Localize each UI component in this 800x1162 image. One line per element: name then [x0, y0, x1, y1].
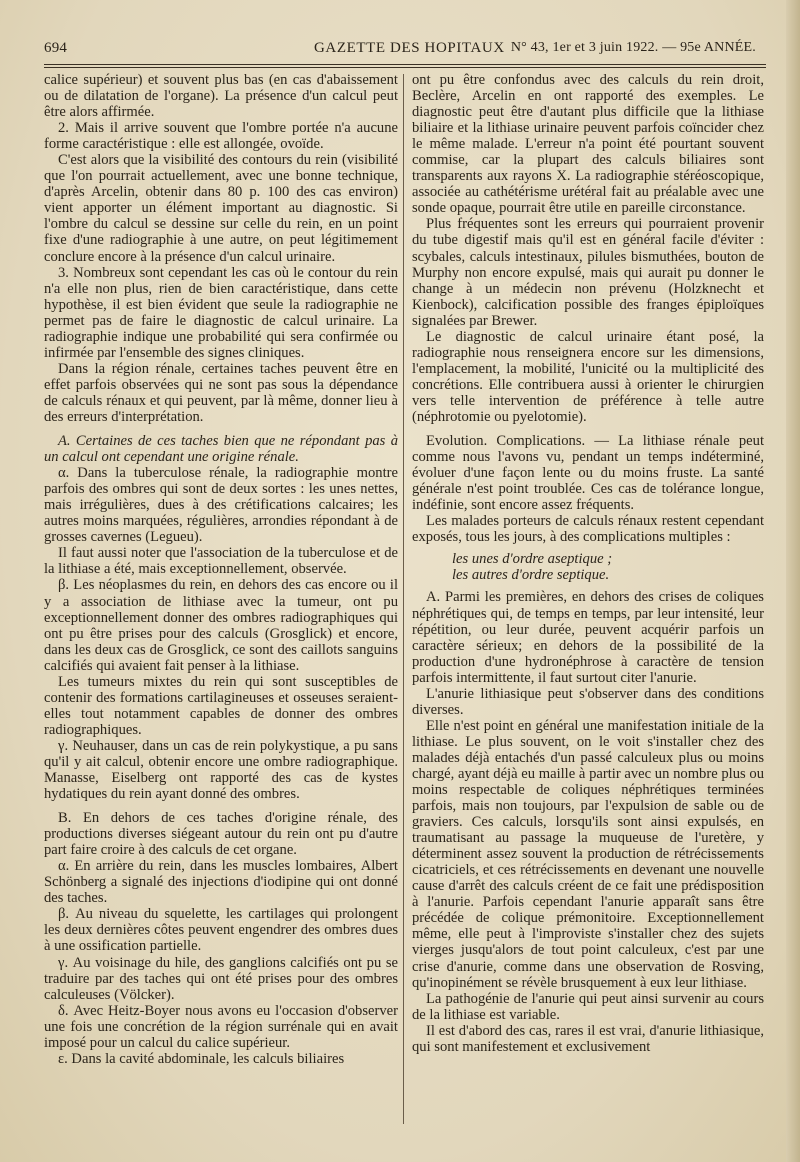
paragraph: 2. Mais il arrive souvent que l'ombre portée n'a aucune forme caractéristique : elle est allongée, ovoïde.: [44, 120, 398, 153]
journal-title: GAZETTE DES HOPITAUX: [314, 40, 505, 56]
paragraph: γ. Au voisinage du hile, des ganglions calcifiés ont pu se traduire par des taches qui ont été prises pour des ombres calculeuses (Völcker).: [44, 954, 398, 1003]
paragraph: ont pu être confondus avec des calculs du rein droit, Beclère, Arcelin en ont rapporté des exemples. Le diagnostic peut être d'autant plus difficile que la lithiase biliaire et la lithiase urinaire peuvent parfois coïncider chez le même malade. L'erreur n'a point été pourtant souvent commise, car la plupart des calculs biliaires sont transparents aux rayons X. La radiographie stéréoscopique, associée au cathétérisme urétéral fait au préalable avec une sonde opaque, pourrait être utile en pareille circonstance.: [412, 72, 764, 217]
paragraph: δ. Avec Heitz-Boyer nous avons eu l'occasion d'observer une fois une concrétion de la région surrénale qui en avait imposé pour un calcul du calice supérieur.: [44, 1002, 398, 1051]
list-item: les autres d'ordre septique.: [452, 567, 610, 584]
paragraph: γ. Neuhauser, dans un cas de rein polykystique, a pu sans qu'il y ait calcul, obtenir encore une ombre radiographique. Manasse, Eiselberg ont rapporté des cas de kystes hydatiques du rein ayant donné des ombres.: [44, 737, 398, 803]
paragraph: Elle n'est point en général une manifestation initiale de la lithiase. Le plus souvent, on le voit s'installer chez des malades déjà entachés d'un passé calculeux plus ou moins chargé, ayant déjà eu maille à partir avec un nombre plus ou moins respectable de coliques néphrétiques terminées parfois, mais non toujours, par l'expulsion de sable ou de graviers. Ces calculs, lorsqu'ils sont ainsi expulsés, en traumatisant au passage la muqueuse de l'uretère, y déterminent assez souvent la production de rétrécissements cicatriciels, et ces rétrécissements en devenant une nouvelle cause d'arrêt des calculs créent de ce fait une prédisposition à l'anurie. Parfois cependant l'anurie apparaît sans être précédée de colique prémonitoire. Exceptionnellement même, elle peut à l'improviste s'installer chez des sujets vierges jusqu'alors de tout point calculeux, c'est par une crise d'anurie, comme dans une observation de Rosving, qu'inopinément se révèle brusquement à eux leur lithiase.: [412, 717, 764, 991]
subheading-paragraph: A. Certaines de ces taches bien que ne répondant pas à un calcul ont cependant une origine rénale.: [44, 433, 398, 466]
left-column: [44, 72, 398, 1067]
paragraph: L'anurie lithiasique peut s'observer dans des conditions diverses.: [412, 685, 764, 718]
paragraph: α. Dans la tuberculose rénale, la radiographie montre parfois des ombres qui sont de deux sortes : les unes nettes, mais irrégulières, dues à des crétifications calcaires; les autres moins marquées, régulières, arrondies répondant à de grosses cavernes (Legueu).: [44, 465, 398, 546]
paragraph: Les malades porteurs de calculs rénaux restent cependant exposés, tous les jours, à des complications multiples :: [412, 513, 764, 546]
paragraph: Plus fréquentes sont les erreurs qui pourraient provenir du tube digestif mais qu'il est en général facile d'éviter : scybales, calculs intestinaux, pilules bismuthées, bouton de Murphy non encore expulsé, mais qui aurait pu donner le change à un médecin non prévenu (Holzknecht et Kienbock), calcification possible des franges épiploïques signalées par Brewer.: [412, 216, 764, 329]
paragraph: α. En arrière du rein, dans les muscles lombaires, Albert Schönberg a signalé des injections d'iodipine qui ont donné des taches.: [44, 858, 398, 907]
paragraph: 3. Nombreux sont cependant les cas où le contour du rein n'a elle non plus, rien de bien caractéristique, dans cette hypothèse, il est bien évident que seule la radiographie ne permet pas de faire le diagnostic de calcul urinaire. La radiographie indique une probabilité qui sera confirmée ou infirmée par l'ensemble des signes cliniques.: [44, 264, 398, 361]
paragraph: Les tumeurs mixtes du rein qui sont susceptibles de contenir des formations cartilagineuses et osseuses seraient-elles tout notamment capables de donner des ombres radiographiques.: [44, 673, 398, 738]
subheading-paragraph: B. En dehors de ces taches d'origine rénale, des productions diverses siégeant autour du rein ont pu d'autre part faire croire à des calculs de cet organe.: [44, 810, 398, 859]
paragraph: Le diagnostic de calcul urinaire étant posé, la radiographie nous renseignera encore sur les dimensions, l'emplacement, la mobilité, l'unicité ou la multiplicité des concrétions. Elle contribuera aussi à orienter le chirurgien vers telle intervention de préférence à telle autre (néphrotomie ou pyelotomie).: [412, 328, 764, 425]
paragraph: ε. Dans la cavité abdominale, les calculs biliaires: [58, 1050, 345, 1067]
column-divider: [403, 74, 404, 1124]
page-edge: [786, 0, 800, 1162]
paragraph: Dans la région rénale, certaines taches peuvent être en effet parfois observées qui ne sont pas sous la dépendance de calculs rénaux et qui peuvent, par là même, donner lieu à des erreurs d'interprétation.: [44, 360, 398, 425]
paragraph: C'est alors que la visibilité des contours du rein (visibilité que l'on pourrait actuellement, avec une bonne technique, d'après Arcelin, obtenir dans 80 p. 100 des cas environ) vient apporter un élément important au diagnostic. Si l'ombre du calcul se dessine sur celle du rein, en un point fixe d'une radiographie à une autre, on peut légitimement conclure encore à la présence d'un calcul urinaire.: [44, 152, 398, 265]
page-header: [44, 40, 764, 62]
paragraph: Il faut aussi noter que l'association de la tuberculose et de la lithiase a été, mais exceptionnellement, observée.: [44, 545, 398, 578]
right-column: [412, 72, 764, 1055]
paragraph: β. Les néoplasmes du rein, en dehors des cas encore ou il y a association de lithiase avec la tumeur, ont pu exceptionnellement donner des ombres radiographiques qui ont pu être prises pour des calculs (Grosglick) et encore, dans les deux cas de Grosglick, ce sont des caillots sanguins calcifiés qui avaient fait penser à la lithiase.: [44, 577, 398, 674]
paragraph: Il est d'abord des cas, rares il est vrai, d'anurie lithiasique, qui sont manifestement et exclusivement: [412, 1022, 764, 1055]
paragraph: La pathogénie de l'anurie qui peut ainsi survenir au cours de la lithiase est variable.: [412, 990, 764, 1023]
issue-info: N° 43, 1er et 3 juin 1922. — 95e ANNÉE.: [510, 40, 756, 55]
section-paragraph-evolution: Evolution. Complications. — La lithiase rénale peut comme nous l'avons vu, pendant un temps indéterminé, évoluer d'une façon lente ou du moins fruste. La santé générale n'est point troublée. Ces cas de tolérance longue, indéfinie, sont encore assez fréquents.: [412, 433, 764, 514]
paragraph: A. Parmi les premières, en dehors des crises de coliques néphrétiques qui, de temps en temps, par leur intensité, leur répétition, ou leur durée, peuvent acquérir parfois un caractère sérieux; en dehors de la possibilité de la production d'une hydronéphrose à caractère de tension parfois intermittente, il faut surtout citer l'anurie.: [412, 589, 764, 686]
paragraph: β. Au niveau du squelette, les cartilages qui prolongent les deux dernières côtes peuvent engendrer des ombres dues à une ossification partielle.: [44, 906, 398, 955]
header-rule: [44, 64, 766, 65]
page-number: 694: [44, 40, 68, 56]
header-rule-double: [44, 67, 766, 68]
paragraph: calice supérieur) et souvent plus bas (en cas d'abaissement ou de dilatation de l'organe). La présence d'un calcul peut être alors affirmée.: [44, 72, 398, 121]
list-item: les unes d'ordre aseptique ;: [452, 551, 613, 568]
